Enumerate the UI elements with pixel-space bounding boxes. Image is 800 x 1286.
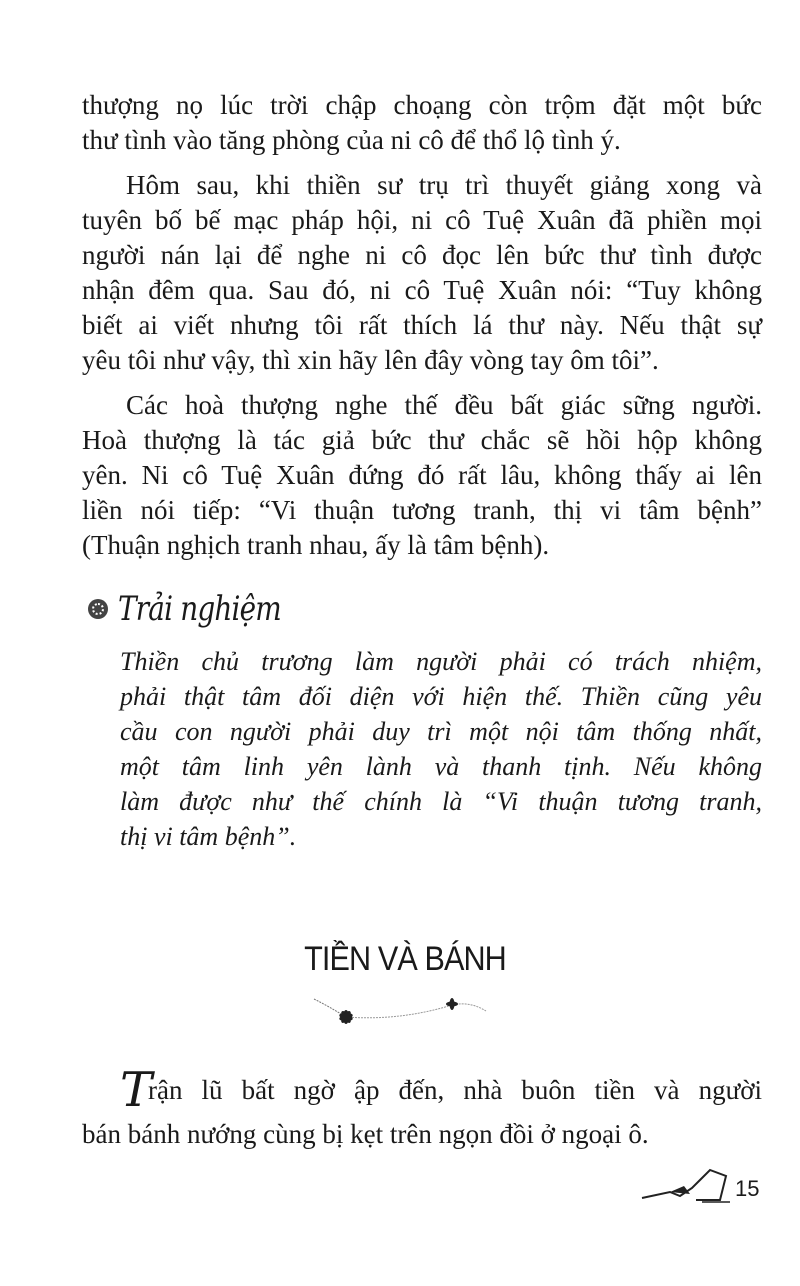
text-line: Thiền chủ trương làm người phải có trách nhiệm, (120, 647, 762, 676)
flourish-ornament-icon (310, 993, 490, 1029)
text-line: biết ai viết nhưng tôi rất thích lá thư này. Nếu thật sự (82, 310, 762, 340)
text-line: (Thuận nghịch tranh nhau, ấy là tâm bệnh). (82, 530, 550, 560)
text-line: phải thật tâm đối diện với hiện thế. Thiền cũng yêu (120, 682, 762, 711)
text-line: tuyên bố bế mạc pháp hội, ni cô Tuệ Xuân đã phiền mọi (82, 205, 762, 235)
story-title: TIỀN VÀ BÁNH (304, 940, 506, 978)
text-line: Hôm sau, khi thiền sư trụ trì thuyết giảng xong và (126, 170, 762, 200)
text-line: Hoà thượng là tác giả bức thư chắc sẽ hồi hộp không (82, 425, 762, 455)
text-line: bán bánh nướng cùng bị kẹt trên ngọn đồi ở ngoại ô. (82, 1119, 649, 1149)
text-line: yên. Ni cô Tuệ Xuân đứng đó rất lâu, không thấy ai lên (82, 460, 762, 490)
text-line: cầu con người phải duy trì một nội tâm thống nhất, (120, 717, 762, 746)
text-line: thư tình vào tăng phòng của ni cô để thổ lộ tình ý. (82, 125, 621, 155)
drop-cap: T (120, 1062, 153, 1118)
text-line: liền nói tiếp: “Vi thuận tương tranh, thị vi tâm bệnh” (82, 495, 762, 525)
page-number: 15 (735, 1176, 760, 1201)
rosette-icon (88, 599, 108, 619)
text-line: làm được như thế chính là “Vi thuận tương tranh, (120, 787, 762, 816)
experience-heading-text: Trải nghiệm (118, 589, 281, 629)
text-line: yêu tôi như vậy, thì xin hãy lên đây vòng tay ôm tôi”. (82, 345, 659, 375)
reading-figure-icon (640, 1166, 730, 1206)
text-line: người nán lại để nghe ni cô đọc lên bức thư tình được (82, 240, 762, 270)
text-line: một tâm linh yên lành và thanh tịnh. Nếu không (120, 752, 762, 781)
text-line: thị vi tâm bệnh”. (120, 822, 297, 851)
text-line: thượng nọ lúc trời chập choạng còn trộm đặt một bức (82, 90, 762, 120)
text-line: Các hoà thượng nghe thế đều bất giác sững người. (126, 390, 762, 420)
experience-heading (88, 584, 317, 634)
text-line: rận lũ bất ngờ ập đến, nhà buôn tiền và người (148, 1075, 762, 1105)
text-line: nhận đêm qua. Sau đó, ni cô Tuệ Xuân nói: “Tuy không (82, 275, 762, 305)
